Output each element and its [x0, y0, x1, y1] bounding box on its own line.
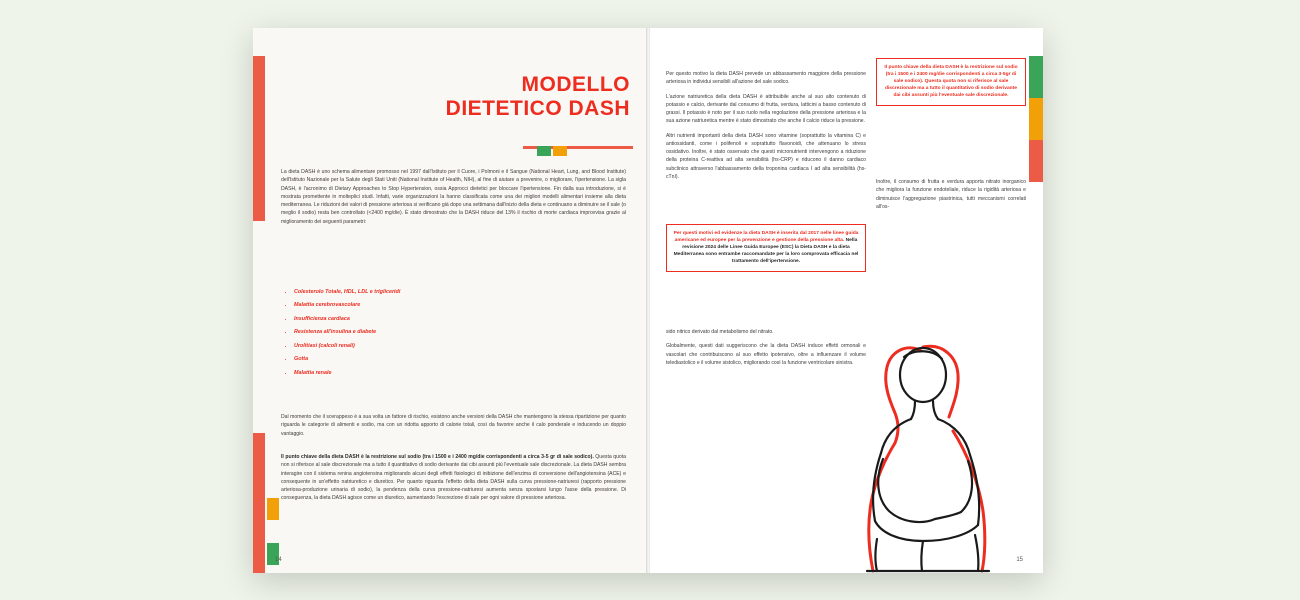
left-edge-orange-bar [267, 498, 279, 520]
title-green-square [537, 146, 551, 156]
list-item: • Insufficienza cardiaca [294, 317, 625, 323]
book-spread [253, 28, 1043, 573]
list-item: • Resistenza all'insulina e diabete [294, 330, 625, 336]
left-closing-text [281, 453, 626, 503]
right-page [648, 28, 1043, 573]
page-number-left: 14 [275, 557, 282, 563]
seated-woman-line-illustration [803, 313, 1043, 573]
right-paragraph: L'azione natriuretica della dieta DASH è attribuibile anche al suo alto contenuto di potassio e calcio, derivante dal consumo di frutta, verdura, latticini a basso contenuto di grassi. Il potassio è noto per il suo ruolo nella regolazione della pressione arteriosa e la sua azione natriuretica mentre è stato dimostrato che anche il calcio riduce la pressione. [666, 93, 866, 125]
right-edge-green-bar [1029, 56, 1043, 98]
page-number-right: 15 [1016, 557, 1023, 563]
list-item: • Gotta [294, 357, 625, 363]
list-item: • Malattia cerebrovascolare [294, 303, 625, 309]
right-paragraph: Globalmente, questi dati suggeriscono che la dieta DASH induce effetti ormonali e vascolari che contribuiscono al suo effetto ipotensivo, oltre a influenzare il volume telediastolico e il volume sistolico, migliorando così la funzione ventricolare sinistra. [666, 343, 866, 366]
right-paragraph: Altri nutrienti importanti della dieta DASH sono vitamine (soprattutto la vitamina C) e antiossidanti, come i polifenoli e soprattutto flavonoidi, che attenuano lo stress ossidativo. Inoltre, è stato osservato che questi micronutrienti intervengono a riduzione della proteina C-reattiva ad alta sensibilità (hs-CRP) e riducono il danno cardiaco subclinico attraverso l'abbassamento della troponina cardiaca I ad alta sensibilità (hs-cTnI). [666, 132, 866, 180]
right-column-three [876, 178, 1026, 217]
right-edge-red-bar [1029, 140, 1043, 182]
right-paragraph: Inoltre, il consumo di frutta e verdura apporta nitrato inorganico che migliora la funzione endoteliale, riduce la rigidità arteriosa e diminuisce l'aggregazione piastrinica, tutti meccanismi correlati all'os- [876, 179, 1026, 210]
callout-guidelines-text-2: Nella revisione 2024 delle Linee Guida Europee (ESC) la Dieta DASH e la dieta Mediterranea sono entrambe raccomandate per la loro comprovata efficacia nel trattamento dell'ipertensione. [673, 238, 859, 265]
left-mid-text [281, 413, 626, 444]
left-mid-paragraph: Dal momento che il sovrappeso è a sua volta un fattore di rischio, esistono anche versioni della DASH che mantengono la stessa ripartizione per quanto riguarda le categorie di alimenti e sodio, ma con un ridotta apporto di calorie totali, così da favorire anche il calo ponderale e inducendo un doppio vantaggio. [281, 414, 626, 437]
left-lead-paragraph: La dieta DASH è uno schema alimentare promosso nel 1997 dall'Istituto per il Cuore, i Polmoni e il Sangue (National Heart, Lung, and Blood Institute) dell'Istituto Nazionale per la Salute degli Stati Uniti (National Institute of Health, NIH), al fine di aiutare a prevenire, o migliorare, l'ipertensione. La sigla DASH, è l'acronimo di Dietary Approaches to Stop Hypertension, ossia Approcci dietetici per bloccare l'ipertensione. Fin dalla sua introduzione, si è mostrata promettente in molteplici studi. Infatti, varie organizzazioni la hanno classificata come una dei migliori modelli alimentari insieme alla dieta mediterranea. Le riduzioni dei valori di pressione arteriosa si verificano già dopo una settimana dall'inizio della dieta e continuano a diminuire se il sale (o meglio il sodio) resta ben controllato (<2400 mg/die). È stato dimostrato che la DASH riduce del 13% il rischio di morte cardiaca improvvisa grazie al miglioramento dei seguenti parametri: [281, 169, 626, 225]
left-edge-red-bar-lower [253, 433, 265, 573]
left-lead-text [281, 168, 626, 232]
list-item: • Malattia renale [294, 371, 625, 377]
left-closing-rest: Questa quota non si riferisce al sale discrezionale ma a tutto il quantitativo di sodio derivante dai cibi assunti più l'eventuale sale discrezionale. La dieta DASH sembra interagire con il sistema renina angiotensina migliorando alcuni degli effetti fisiologici di inibizione dell'enzima di conversione dell'angiotensina (ACE) e consequente in un'effetto natriuretico e diuretico. Per quanto riguarda l'effetto della dieta DASH sulla curva pressione-natriuresi (rapporto pressione arteriosa-produzione urinaria di sodio), la pendenza della curva pressione-natriuresi aumenta senza spostarsi lungo l'asse della pressione. Di conseguenza, la dieta DASH agisce come un diuretico, aumentando l'escrezione di sale per ogni valore di pressione arteriosa. [281, 454, 627, 502]
benefit-list [285, 290, 625, 384]
page-title-line1: MODELLO [521, 73, 630, 96]
page-title [446, 73, 630, 120]
right-edge-orange-bar [1029, 98, 1043, 140]
list-item: • Colesterolo Totale, HDL, LDL e trigliceridi [294, 290, 625, 296]
left-page [253, 28, 648, 573]
callout-guidelines [666, 224, 866, 272]
right-paragraph: Per questo motivo la dieta DASH prevede un abbassamento maggiore della pressione arteriosa in individui sensibili all'azione del sale sodico. [666, 71, 866, 86]
list-item: • Urolitiasi (calcoli renali) [294, 344, 625, 350]
left-edge-red-bar [253, 56, 265, 221]
page-title-line2: DIETETICO DASH [445, 96, 630, 120]
book-gutter [646, 28, 650, 573]
callout-sodium-key-point: Il punto chiave della dieta DASH è la restrizione sul sodio (tra i 1500 e i 2400 mg/die corrispondenti a circa 3-5gr di sale sodico). Questa quota non si riferisce al sale discrezionale ma a tutto il quantitativo di sodio derivante dai cibi assunti più l'eventuale sale discrezionale. [876, 58, 1026, 106]
right-column-one [666, 70, 866, 187]
title-orange-square [553, 146, 567, 156]
left-closing-paragraph [281, 453, 626, 503]
left-bold-lead: Il punto chiave della dieta DASH è la restrizione sul sodio (tra i 1500 e i 2400 mg/die corrispondenti a circa 3-5 gr di sale sodico). [281, 454, 594, 460]
right-paragraph: sido nitrico derivato dal metabolismo del nitrato. [666, 329, 774, 335]
callout-guidelines-text-1: Per questi motivi ed evidenze la dieta DASH è inserita dal 2017 nelle linee guida americane ed europee per la prevenzione e gestione della pressione alta. [673, 231, 859, 244]
